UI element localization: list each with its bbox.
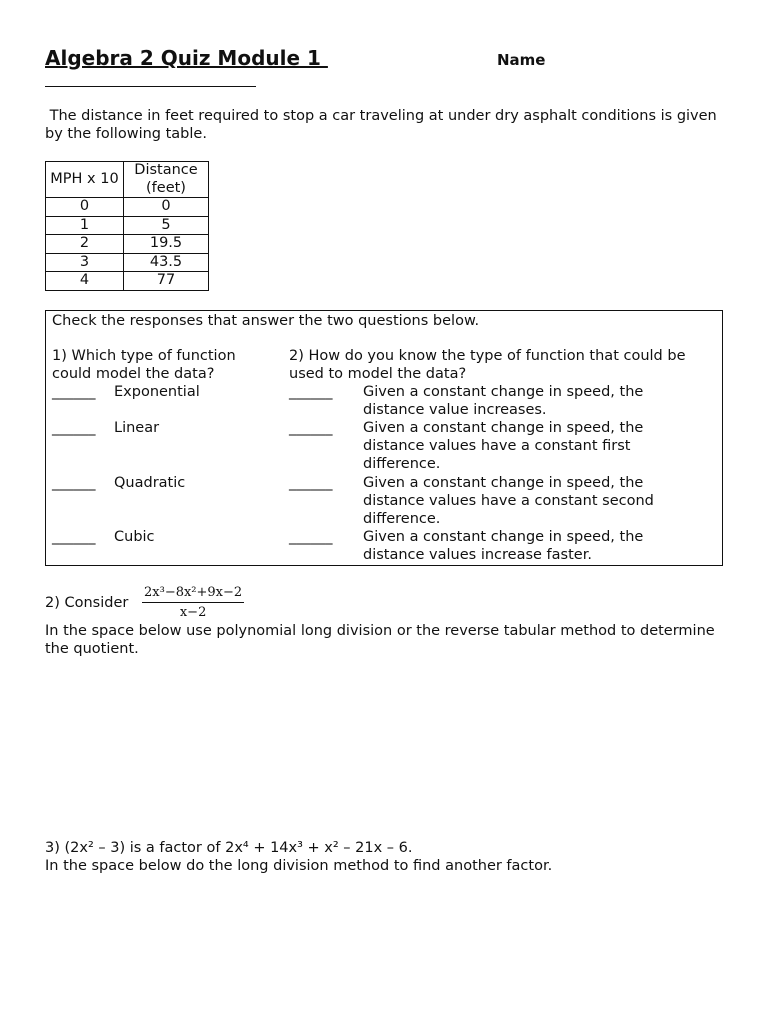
table-cell: 77 (124, 272, 209, 291)
table-cell: 2 (46, 235, 124, 254)
answer-blank-reason-1[interactable]: ______ (289, 384, 333, 400)
option-exponential: Exponential (114, 384, 200, 400)
table-header-row (46, 162, 209, 198)
answer-blank-linear[interactable]: ______ (52, 420, 96, 436)
table-cell: 43.5 (124, 253, 209, 272)
question-box-instruction: Check the responses that answer the two questions below. (52, 313, 480, 329)
option-quadratic: Quadratic (114, 475, 186, 491)
answer-blank-reason-3[interactable]: ______ (289, 475, 333, 491)
table-cell: 19.5 (124, 235, 209, 254)
option-linear: Linear (114, 420, 160, 436)
problem3 (45, 839, 735, 875)
option-cubic: Cubic (114, 529, 155, 545)
reason-option-4: Given a constant change in speed, the distance values increase faster. (363, 529, 644, 563)
name-label: Name (497, 51, 546, 69)
table-cell: 0 (46, 198, 124, 217)
table-cell: 3 (46, 253, 124, 272)
question2-prompt: 2) How do you know the type of function that could be used to model the data? (289, 348, 686, 382)
reason-option-2: Given a constant change in speed, the distance values have a constant first difference. (363, 420, 644, 472)
problem2-fraction (142, 584, 244, 621)
answer-blank-exponential[interactable]: ______ (52, 384, 96, 400)
question1-prompt: 1) Which type of function could model the data? (52, 348, 236, 382)
table-row (46, 235, 209, 254)
fraction-denominator: x−2 (179, 605, 207, 620)
table-row (46, 272, 209, 291)
problem3-statement: 3) (2x² – 3) is a factor of 2x⁴ + 14x³ + x² – 21x – 6. (45, 840, 413, 856)
stopping-distance-table (45, 161, 209, 291)
reason-option-1: Given a constant change in speed, the distance value increases. (363, 384, 644, 418)
quiz-title: Algebra 2 Quiz Module 1 (45, 46, 328, 70)
fraction-numerator: 2x³−8x²+9x−2 (142, 584, 244, 603)
table-header-distance: Distance (feet) (124, 162, 209, 198)
problem3-instruction: In the space below do the long division method to find another factor. (45, 858, 553, 874)
problem2-instruction: In the space below use polynomial long division or the reverse tabular method to determine the quotient. (45, 623, 715, 657)
answer-blank-reason-2[interactable]: ______ (289, 420, 333, 436)
answer-blank-cubic[interactable]: ______ (52, 529, 96, 545)
table-cell: 0 (124, 198, 209, 217)
answer-blank-reason-4[interactable]: ______ (289, 529, 333, 545)
answer-blank-quadratic[interactable]: ______ (52, 475, 96, 491)
table-row (46, 198, 209, 217)
table-cell: 4 (46, 272, 124, 291)
table-row (46, 216, 209, 235)
table-cell: 5 (124, 216, 209, 235)
table-cell: 1 (46, 216, 124, 235)
intro-text: The distance in feet required to stop a car traveling at under dry asphalt conditions is given by the following table. (45, 108, 722, 142)
question-box (45, 310, 723, 566)
table-header-mph: MPH x 10 (46, 162, 124, 198)
name-line (45, 86, 256, 87)
problem2-label: 2) Consider (45, 595, 129, 611)
table-row (46, 253, 209, 272)
reason-option-3: Given a constant change in speed, the distance values have a constant second difference. (363, 475, 654, 527)
